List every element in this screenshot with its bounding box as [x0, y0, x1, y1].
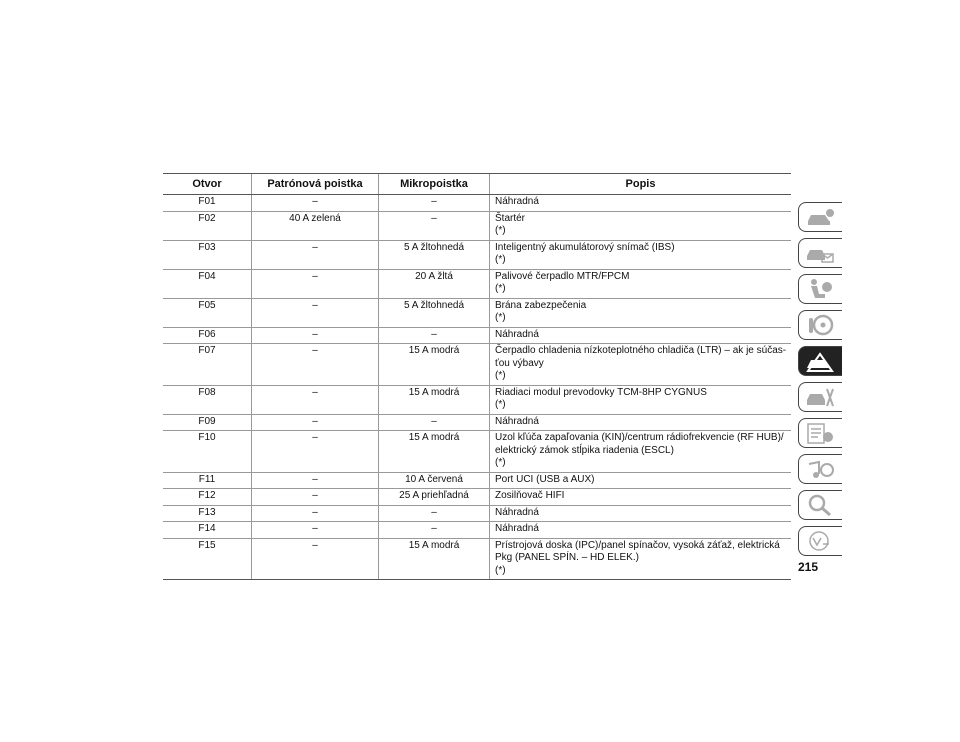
cell-popis	[490, 344, 792, 386]
cell-popis	[490, 538, 792, 580]
cell-popis	[490, 505, 792, 522]
popis-line: (*)	[495, 564, 506, 576]
cell-popis	[490, 195, 792, 212]
popis-line: Náhradná	[495, 415, 539, 427]
cell-otvor: F01	[163, 195, 252, 212]
cell-patronova: –	[252, 327, 379, 344]
cell-patronova: –	[252, 195, 379, 212]
table-row	[163, 505, 791, 522]
cell-mikro: –	[379, 522, 490, 539]
car-info-icon	[805, 206, 835, 228]
chapter-tabs	[798, 202, 842, 562]
search-icon	[805, 494, 835, 516]
cell-popis	[490, 431, 792, 473]
cell-otvor: F03	[163, 240, 252, 269]
chapter-tab[interactable]	[798, 346, 842, 376]
table-row	[163, 240, 791, 269]
table-header-row	[163, 174, 791, 195]
cell-mikro: 15 A modrá	[379, 431, 490, 473]
language-icon	[805, 530, 835, 552]
cell-mikro: 10 A červená	[379, 472, 490, 489]
steering-wheel-icon	[805, 314, 835, 336]
cell-popis	[490, 327, 792, 344]
table-row	[163, 472, 791, 489]
cell-mikro: 20 A žltá	[379, 269, 490, 298]
popis-line: Riadiaci modul prevodovky TCM-8HP CYGNUS	[495, 386, 707, 398]
multimedia-icon	[805, 458, 835, 480]
chapter-tab[interactable]	[798, 202, 842, 232]
cell-otvor: F04	[163, 269, 252, 298]
popis-line: (*)	[495, 399, 506, 410]
cell-popis	[490, 489, 792, 506]
header-popis: Popis	[490, 174, 792, 195]
cell-mikro: 15 A modrá	[379, 538, 490, 580]
cell-popis	[490, 211, 792, 240]
seat-airbag-icon	[805, 278, 835, 300]
popis-line: Štartér	[495, 212, 526, 224]
popis-line: (*)	[495, 312, 506, 323]
cell-popis	[490, 240, 792, 269]
table-row	[163, 489, 791, 506]
popis-line: Uzol kľúča zapaľovania (KIN)/centrum rádiofrekvencie (RF HUB)/	[495, 432, 784, 443]
popis-line: Zosilňovač HIFI	[495, 490, 565, 501]
cell-patronova: –	[252, 505, 379, 522]
cell-otvor: F05	[163, 298, 252, 327]
cell-patronova: –	[252, 240, 379, 269]
popis-line: (*)	[495, 457, 506, 468]
table-row	[163, 522, 791, 539]
cell-mikro: –	[379, 211, 490, 240]
cell-mikro: 25 A priehľadná	[379, 489, 490, 506]
chapter-tab[interactable]	[798, 382, 842, 412]
cell-otvor: F14	[163, 522, 252, 539]
cell-mikro: 5 A žltohnedá	[379, 298, 490, 327]
cell-mikro: –	[379, 327, 490, 344]
warning-breakdown-icon	[805, 350, 835, 372]
popis-line: Čerpadlo chladenia nízkoteplotného chladiča (LTR) – ak je súčas-	[495, 345, 787, 356]
cell-patronova: –	[252, 472, 379, 489]
table-body	[163, 195, 791, 580]
popis-line: (*)	[495, 225, 506, 236]
cell-popis	[490, 472, 792, 489]
header-otvor: Otvor	[163, 174, 252, 195]
popis-line: Náhradná	[495, 506, 539, 518]
header-patronova: Patrónová poistka	[252, 174, 379, 195]
cell-otvor: F15	[163, 538, 252, 580]
cell-mikro: 15 A modrá	[379, 344, 490, 386]
popis-line: Prístrojová doska (IPC)/panel spínačov, vysoká záťaž, elektrická	[495, 539, 780, 551]
popis-line: Port UCI (USB a AUX)	[495, 473, 595, 485]
cell-mikro: –	[379, 505, 490, 522]
cell-otvor: F11	[163, 472, 252, 489]
cell-patronova: –	[252, 522, 379, 539]
cell-patronova: –	[252, 414, 379, 431]
cell-otvor: F06	[163, 327, 252, 344]
cell-otvor: F09	[163, 414, 252, 431]
table-row	[163, 269, 791, 298]
popis-line: (*)	[495, 254, 506, 265]
cell-otvor: F13	[163, 505, 252, 522]
cell-popis	[490, 269, 792, 298]
header-mikro: Mikropoistka	[379, 174, 490, 195]
cell-otvor: F10	[163, 431, 252, 473]
popis-line: ťou výbavy	[495, 357, 544, 369]
cell-patronova: –	[252, 489, 379, 506]
chapter-tab[interactable]	[798, 238, 842, 268]
chapter-tab[interactable]	[798, 490, 842, 520]
page-number: 215	[798, 560, 819, 574]
cell-patronova: –	[252, 431, 379, 473]
cell-mikro: –	[379, 195, 490, 212]
cell-popis	[490, 414, 792, 431]
popis-line: Inteligentný akumulátorový snímač (IBS)	[495, 241, 675, 253]
car-service-icon	[805, 386, 835, 408]
chapter-tab[interactable]	[798, 454, 842, 484]
car-envelope-icon	[805, 242, 835, 264]
popis-line: Pkg (PANEL SPÍN. – HD ELEK.)	[495, 552, 639, 563]
cell-mikro: 5 A žltohnedá	[379, 240, 490, 269]
popis-line: (*)	[495, 370, 506, 381]
popis-line: Náhradná	[495, 328, 539, 340]
table-row	[163, 327, 791, 344]
cell-popis	[490, 298, 792, 327]
cell-mikro: –	[379, 414, 490, 431]
chapter-tab[interactable]	[798, 418, 842, 448]
cell-patronova: –	[252, 269, 379, 298]
table-row	[163, 414, 791, 431]
table-row	[163, 195, 791, 212]
cell-patronova: –	[252, 385, 379, 414]
table-row	[163, 538, 791, 580]
popis-line: Náhradná	[495, 196, 539, 207]
cell-popis	[490, 385, 792, 414]
table-row	[163, 344, 791, 386]
cell-otvor: F07	[163, 344, 252, 386]
cell-patronova: –	[252, 344, 379, 386]
chapter-tab[interactable]	[798, 274, 842, 304]
table-row	[163, 298, 791, 327]
table-row	[163, 431, 791, 473]
cell-patronova: –	[252, 298, 379, 327]
popis-line: Palivové čerpadlo MTR/FPCM	[495, 270, 630, 282]
cell-popis	[490, 522, 792, 539]
popis-line: Brána zabezpečenia	[495, 299, 587, 311]
cell-patronova: 40 A zelená	[252, 211, 379, 240]
table-row	[163, 211, 791, 240]
popis-line: Náhradná	[495, 523, 539, 534]
chapter-tab[interactable]	[798, 310, 842, 340]
cell-patronova: –	[252, 538, 379, 580]
specifications-icon	[805, 422, 835, 444]
cell-mikro: 15 A modrá	[379, 385, 490, 414]
cell-otvor: F12	[163, 489, 252, 506]
chapter-tab[interactable]	[798, 526, 842, 556]
cell-otvor: F02	[163, 211, 252, 240]
table-row	[163, 385, 791, 414]
popis-line: elektrický zámok stĺpika riadenia (ESCL)	[495, 444, 674, 456]
cell-otvor: F08	[163, 385, 252, 414]
fuse-table	[163, 173, 791, 580]
popis-line: (*)	[495, 283, 506, 294]
